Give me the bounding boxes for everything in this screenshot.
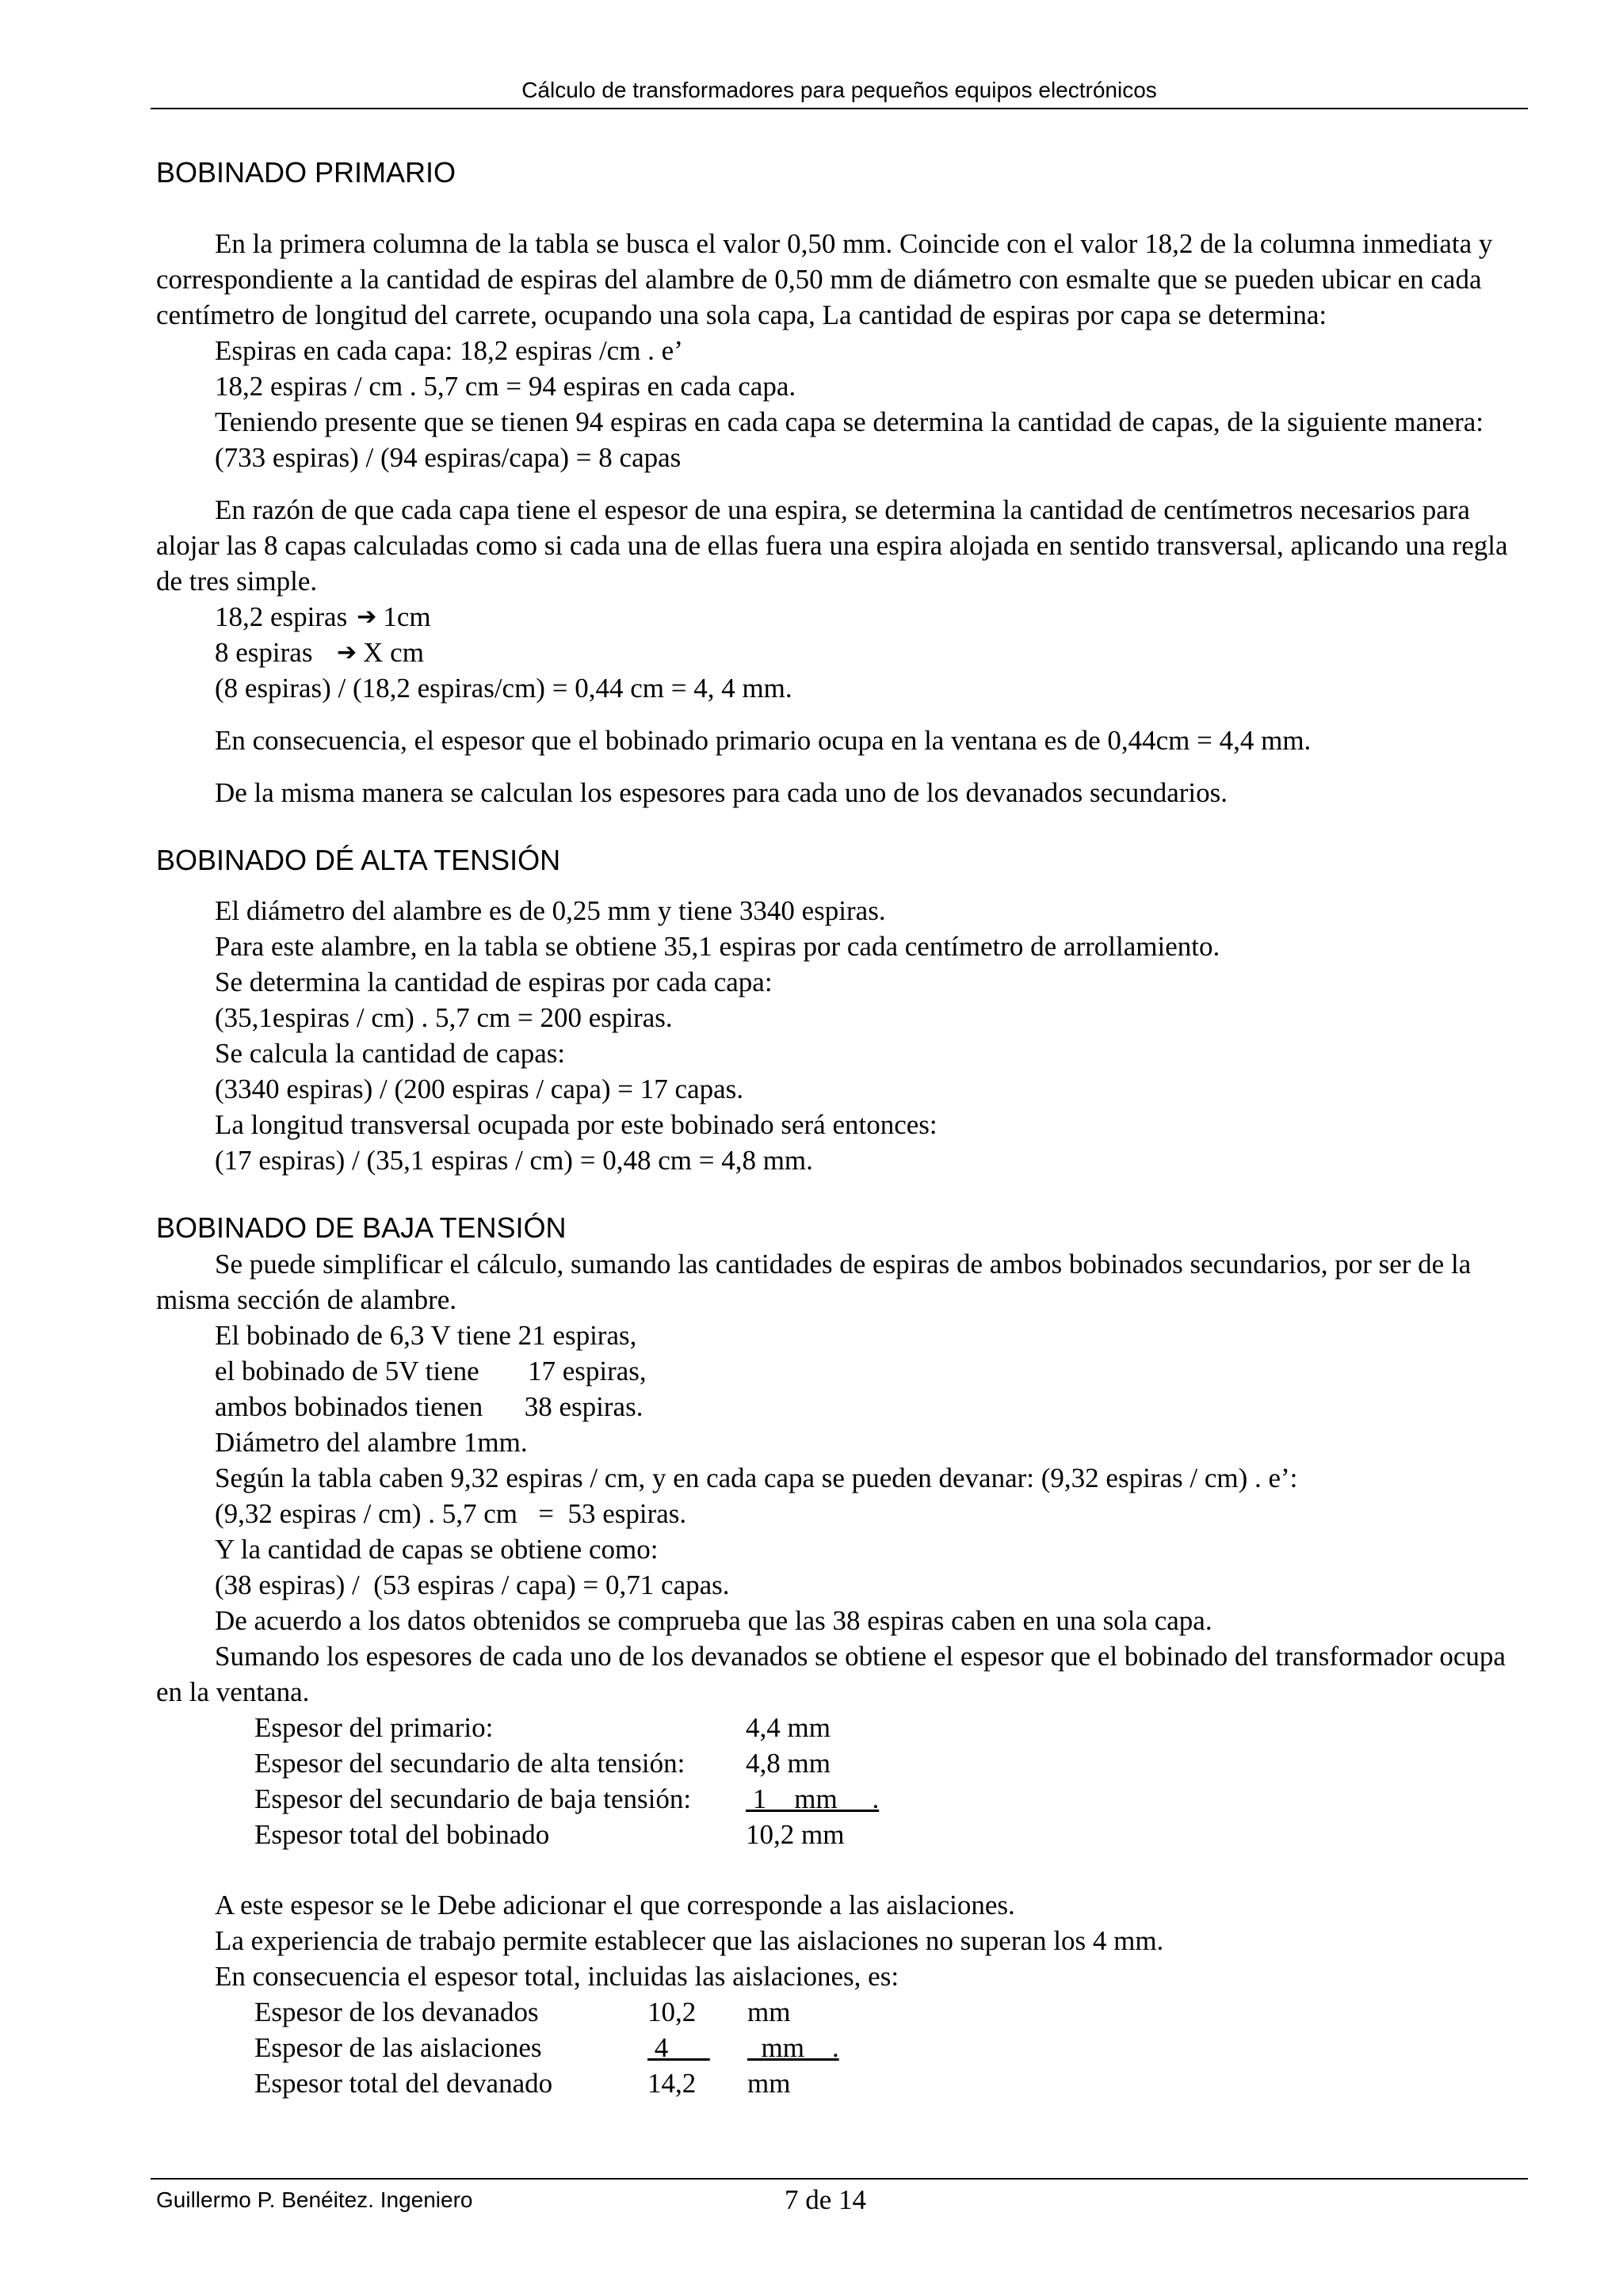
rule-left: 8 espiras [215, 637, 313, 668]
table-row [254, 1781, 1524, 1817]
table-label: Espesor del secundario de alta tensión: [254, 1748, 685, 1779]
text-line: (733 espiras) / (94 espiras/capa) = 8 capas [215, 442, 682, 473]
rule-right: X cm [363, 637, 424, 668]
text-line: (8 espiras) / (18,2 espiras/cm) = 0,44 cm = 4, 4 mm. [215, 673, 792, 704]
paragraph: Teniendo presente que se tienen 94 espiras en cada capa se determina la cantidad de capas, de la siguiente manera: [215, 406, 1484, 437]
text-line: La longitud transversal ocupada por este bobinado será entonces: [215, 1109, 938, 1140]
text-line: Se determina la cantidad de espiras por cada capa: [215, 967, 773, 997]
text-line: Espiras en cada capa: 18,2 espiras /cm . e’ [215, 335, 683, 366]
paragraph: Sumando los espesores de cada uno de los devanados se obtiene el espesor que el bobinado del transformador ocupa en la ventana. [156, 1641, 1506, 1707]
page-number: 7 de 14 [785, 2184, 867, 2215]
text-line: De acuerdo a los datos obtenidos se comprueba que las 38 espiras caben en una sola capa. [215, 1605, 1212, 1636]
section-title-alta-tension: BOBINADO DÉ ALTA TENSIÓN [156, 844, 561, 876]
table-row [254, 1745, 1524, 1781]
text-line: (35,1espiras / cm) . 5,7 cm = 200 espiras. [215, 1002, 673, 1033]
paragraph: De la misma manera se calculan los espesores para cada uno de los devanados secundarios. [215, 777, 1228, 808]
rule-right: 1cm [383, 601, 431, 632]
table-row [254, 1994, 1524, 2030]
table-value: 1 mm . [746, 1783, 880, 1814]
text-line: Según la tabla caben 9,32 espiras / cm, y en cada capa se pueden devanar: (9,32 espiras / cm) . e’: [215, 1463, 1298, 1493]
footer-author: Guillermo P. Benéitez. Ingeniero [156, 2187, 473, 2212]
table-number: 10,2 [647, 1997, 697, 2027]
header-rule [151, 108, 1528, 109]
paragraph: En consecuencia, el espesor que el bobinado primario ocupa en la ventana es de 0,44cm = 4,4 mm. [215, 725, 1312, 756]
page-header-title: Cálculo de transformadores para pequeños equipos electrónicos [521, 78, 1157, 102]
paragraph: En razón de que cada capa tiene el espesor de una espira, se determina la cantidad de centímetros necesarios para alojar las 8 capas calculadas como si cada una de ellas fuera una espira alojada en sentido transversal, aplicando una regla de tres simple. [156, 494, 1508, 597]
text-line: A este espesor se le Debe adicionar el que corresponde a las aislaciones. [215, 1890, 1015, 1920]
table-row [254, 2065, 1524, 2101]
table-label: Espesor de las aislaciones [254, 2032, 542, 2063]
table-number: 4 [647, 2032, 710, 2063]
rule-of-three-line [156, 599, 1524, 635]
text-line: En consecuencia el espesor total, incluidas las aislaciones, es: [215, 1961, 899, 1992]
text-line: (3340 espiras) / (200 espiras / capa) = 17 capas. [215, 1074, 744, 1104]
text-line: Y la cantidad de capas se obtiene como: [215, 1534, 659, 1565]
paragraph: Se puede simplificar el cálculo, sumando las cantidades de espiras de ambos bobinados secundarios, por ser de la misma sección de alambre. [156, 1249, 1472, 1315]
page-body [156, 154, 1524, 2101]
text-line: (38 espiras) / (53 espiras / capa) = 0,71 capas. [215, 1569, 730, 1600]
table-row [254, 1710, 1524, 1745]
table-label: Espesor del secundario de baja tensión: [254, 1783, 692, 1814]
text-line: Se calcula la cantidad de capas: [215, 1038, 566, 1069]
table-row [254, 1817, 1524, 1852]
text-line: el bobinado de 5V tiene 17 espiras, [215, 1356, 647, 1386]
rule-of-three-line [156, 635, 1524, 670]
table-value: 4,8 mm [746, 1748, 831, 1779]
section-title-primario: BOBINADO PRIMARIO [156, 156, 456, 189]
rule-left: 18,2 espiras [215, 601, 348, 632]
footer-rule [151, 2178, 1528, 2180]
text-line: Diámetro del alambre 1mm. [215, 1427, 528, 1458]
table-label: Espesor total del devanado [254, 2068, 553, 2099]
arrow-right-icon: ➔ [337, 639, 357, 666]
text-line: (9,32 espiras / cm) . 5,7 cm = 53 espiras. [215, 1498, 687, 1529]
table-label: Espesor total del bobinado [254, 1819, 550, 1850]
table-unit: mm [747, 2068, 791, 2099]
text-line: El diámetro del alambre es de 0,25 mm y tiene 3340 espiras. [215, 895, 886, 926]
thickness-table [156, 1710, 1524, 1852]
table-unit: mm . [747, 2032, 839, 2063]
text-line: (17 espiras) / (35,1 espiras / cm) = 0,48 cm = 4,8 mm. [215, 1145, 813, 1176]
table-row [254, 2030, 1524, 2065]
table-label: Espesor del primario: [254, 1712, 494, 1743]
text-line: Para este alambre, en la tabla se obtiene 35,1 espiras por cada centímetro de arrollamiento. [215, 931, 1220, 962]
arrow-right-icon: ➔ [357, 603, 377, 631]
section-title-baja-tension: BOBINADO DE BAJA TENSIÓN [156, 1211, 567, 1244]
table-number: 14,2 [647, 2068, 697, 2099]
text-line: La experiencia de trabajo permite establecer que las aislaciones no superan los 4 mm. [215, 1925, 1164, 1956]
table-value: 4,4 mm [746, 1712, 831, 1743]
text-line: ambos bobinados tienen 38 espiras. [215, 1391, 643, 1422]
table-value: 10,2 mm [746, 1819, 845, 1850]
table-label: Espesor de los devanados [254, 1997, 539, 2027]
text-line: El bobinado de 6,3 V tiene 21 espiras, [215, 1320, 637, 1351]
text-line: 18,2 espiras / cm . 5,7 cm = 94 espiras en cada capa. [215, 371, 796, 402]
paragraph: En la primera columna de la tabla se busca el valor 0,50 mm. Coincide con el valor 18,2 de la columna inmediata y correspondiente a la cantidad de espiras del alambre de 0,50 mm de diámetro con esmalte que se pueden ubicar en cada centímetro de longitud del carrete, ocupando una sola capa, La cantidad de espiras por capa se determina: [156, 228, 1493, 330]
total-thickness-table [156, 1994, 1524, 2101]
table-unit: mm [747, 1997, 791, 2027]
